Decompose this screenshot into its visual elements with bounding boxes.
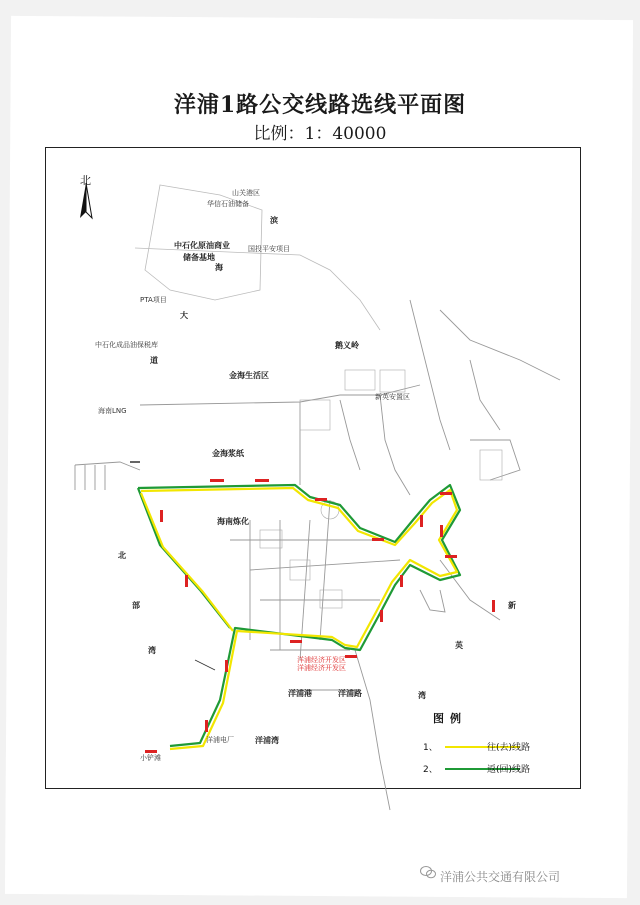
map-label: 湾: [148, 646, 156, 655]
return-route-line: [138, 485, 460, 746]
map-label: 洋浦湾: [255, 736, 279, 745]
legend-label: 返(回)线路: [487, 765, 531, 775]
map-label: 道: [150, 356, 158, 365]
map-scale: 比例：1：40000: [253, 124, 387, 144]
map-label: 国投平安项目: [248, 245, 290, 253]
legend-title: 图例: [433, 712, 467, 725]
map-label: 金海生活区: [229, 371, 269, 380]
map-label: 海南LNG: [98, 407, 127, 415]
legend-index: 2、: [423, 765, 438, 775]
map-label: 华信石油储备: [207, 200, 249, 208]
map-label: 鹅义岭: [335, 341, 359, 350]
map-label: 洋浦路: [338, 689, 362, 698]
coastline: [135, 248, 380, 330]
north-arrow-icon: [80, 183, 92, 218]
map-label: 金海浆纸: [212, 449, 244, 458]
map-label: 洋浦经济开发区: [297, 656, 346, 664]
legend-label: 往(去)线路: [487, 743, 531, 753]
map-label: 滨: [270, 216, 278, 225]
map-label: 新英安置区: [375, 393, 410, 401]
map-label: 北: [118, 551, 126, 560]
map-label: PTA项目: [140, 296, 167, 304]
return-route-line: [138, 488, 230, 628]
map-label: 英: [455, 641, 463, 650]
map-title: 洋浦1路公交线路选线平面图: [173, 92, 467, 118]
wechat-icon: [420, 866, 436, 879]
map-label: 储备基地: [183, 253, 215, 262]
road-network: [75, 300, 560, 810]
map-label: 海: [215, 263, 223, 272]
map-label: 中石化原油商业: [174, 241, 230, 250]
footer-text: 洋浦公共交通有限公司: [440, 870, 561, 884]
map-label: 洋浦电厂: [206, 736, 234, 744]
map-label: 中石化成品油保税库: [95, 341, 158, 349]
map-label: 小铲滩: [140, 754, 161, 762]
map-label: 洋浦港: [288, 689, 312, 698]
map-label: 部: [132, 601, 140, 610]
north-label: 北: [80, 174, 91, 187]
outgoing-route-line: [141, 488, 457, 749]
map-label: 新: [508, 601, 516, 610]
map-label: 洋浦经济开发区: [297, 664, 346, 672]
legend-index: 1、: [423, 743, 438, 753]
map-label: 山关港区: [232, 189, 260, 197]
outgoing-route-line: [141, 493, 233, 631]
map-label: 湾: [418, 691, 426, 700]
road-marker: [195, 660, 215, 670]
map-label: 大: [180, 311, 188, 320]
map-label: 海南炼化: [217, 517, 249, 526]
